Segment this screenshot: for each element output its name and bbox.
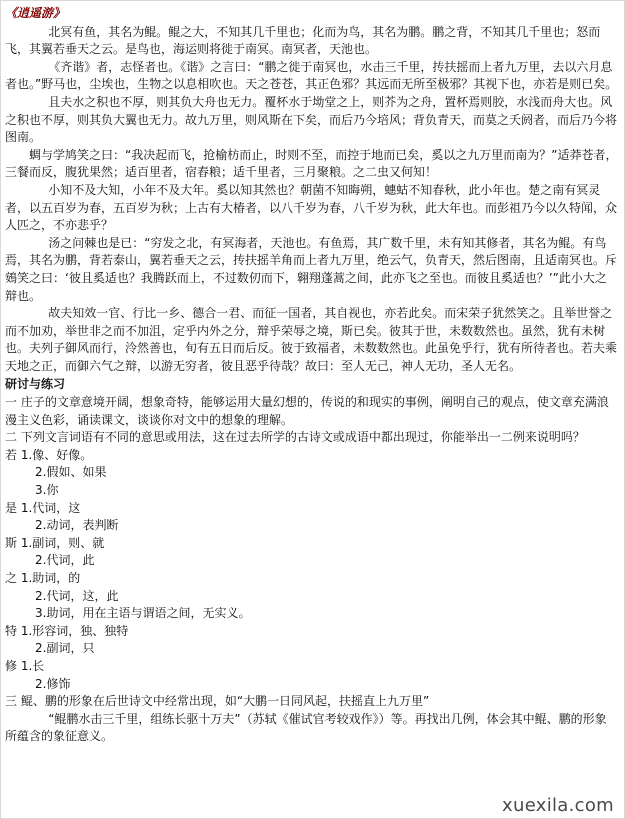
word-sense: 1.副词，则、就 xyxy=(20,535,105,550)
word-sense: 2.修饰 xyxy=(35,676,71,691)
word-sense: 1.像、好像。 xyxy=(20,447,93,462)
word-sense: 1.助词，的 xyxy=(20,571,81,585)
word-term: 若 xyxy=(5,447,18,462)
site-watermark: xuexila.com xyxy=(502,795,614,816)
question-2: 二 下列文言词语有不同的意思或用法，这在过去所学的古诗文或成语中都出现过，你能举出一二例来说明吗？ xyxy=(5,430,585,445)
word-entry-si xyxy=(5,535,618,553)
question-3-line-2: “鲲鹏水击三千里，组练长驱十万夫”（苏轼《催试官考较戏作》）等。再找出几例，体会其中鲲、鹏的形象所蕴含的象征意义。 xyxy=(5,711,607,744)
word-entry-xiu xyxy=(5,658,618,676)
word-sense: 2.动词，表判断 xyxy=(35,518,119,533)
exercise-heading: 研讨与练习 xyxy=(5,377,66,392)
word-term: 是 xyxy=(5,500,18,515)
word-sense: 2.代词，这，此 xyxy=(35,588,119,603)
paragraph-3: 且夫水之积也不厚，则其负大舟也无力。覆杯水于坳堂之上，则芥为之舟，置杯焉则胶，水浅而舟大也。风之积也不厚，则其负大翼也无力。故九万里，则风斯在下矣，而后乃今培风；背负青天，而莫之夭阏者，而后乃今将图南。 xyxy=(5,94,618,145)
word-sense: 2.代词，此 xyxy=(35,553,95,568)
paragraph-6: 汤之问棘也是已：“穷发之北，有冥海者，天池也。有鱼焉，其广数千里，未有知其修者，其名为鲲。有鸟焉，其名为鹏，背若泰山，翼若垂天之云，抟扶摇羊角而上者九万里，绝云气，负青天，然后图南，且适南冥也。斥鴳笑之曰：‘彼且奚适也？我腾跃而上，不过数仞而下，翱翔蓬蒿之间，此亦飞之至也。而彼且奚适也？’”此小大之辩也。 xyxy=(5,235,618,303)
article-title: 《逍遥游》 xyxy=(5,6,66,20)
question-3-line-1: 三 鲲、鹏的形象在后世诗文中经常出现，如“大鹏一日同风起，扶摇直上九万里” xyxy=(5,694,430,709)
word-entry-ruo xyxy=(5,447,618,465)
article xyxy=(1,1,624,746)
paragraph-2: 《齐谐》者，志怪者也。《谐》之言曰：“鹏之徙于南冥也，水击三千里，抟扶摇而上者九万里，去以六月息者也。”野马也，尘埃也，生物之以息相吹也。天之苍苍，其正色邪？其远而无所至极邪？其视下也，亦若是则已矣。 xyxy=(5,59,618,92)
paragraph-5: 小知不及大知，小年不及大年。奚以知其然也？朝菌不知晦朔，蟪蛄不知春秋，此小年也。楚之南有冥灵者，以五百岁为春，五百岁为秋；上古有大椿者，以八千岁为春，八千岁为秋，此大年也。而彭祖乃今以久特闻，众人匹之，不亦悲乎？ xyxy=(5,182,618,233)
word-sense: 1.代词，这 xyxy=(20,500,81,515)
word-list xyxy=(5,447,618,693)
word-sense: 1.形容词，独、独特 xyxy=(20,623,129,638)
paragraph-4: 蜩与学鸠笑之曰：“我决起而飞，抢榆枋而止，时则不至，而控于地而已矣，奚以之九万里而南为？”适莽苍者，三餐而反，腹犹果然；适百里者，宿舂粮；适千里者，三月聚粮。之二虫又何知！ xyxy=(5,147,618,180)
word-term: 之 xyxy=(5,571,18,585)
word-entry-zhi xyxy=(5,570,618,588)
word-entry-shi xyxy=(5,500,618,518)
paragraph-1: 北冥有鱼，其名为鲲。鲲之大，不知其几千里也；化而为鸟，其名为鹏。鹏之背，不知其几千里也；怒而飞，其翼若垂天之云。是鸟也，海运则将徙于南冥。南冥者，天池也。 xyxy=(5,24,601,57)
word-term: 特 xyxy=(5,623,18,638)
question-1: 一 庄子的文章意境开阔，想象奇特，能够运用大量幻想的，传说的和现实的事例，阐明自己的观点，使文章充满浪漫主义色彩，诵读课文，谈谈你对文中的想象的理解。 xyxy=(5,395,609,427)
word-sense: 3.你 xyxy=(35,483,59,498)
word-sense: 2.假如、如果 xyxy=(35,465,107,480)
word-term: 斯 xyxy=(5,535,18,550)
paragraph-7: 故夫知效一官、行比一乡、德合一君、而征一国者，其自视也，亦若此矣。而宋荣子犹然笑之。且举世誉之而不加劝，举世非之而不加沮，定乎内外之分，辩乎荣辱之境，斯已矣。彼其于世，未数数然也。虽然，犹有未树也。夫列子御风而行，泠然善也，旬有五日而后反。彼于致福者，未数数然也。此虽免乎行，犹有所待者也。若夫乘天地之正，而御六气之辩，以游无穷者，彼且恶乎待哉？故曰：至人无己，神人无功，圣人无名。 xyxy=(5,306,618,373)
word-term: 修 xyxy=(5,658,18,673)
word-sense: 1.长 xyxy=(20,658,45,673)
word-sense: 3.助词，用在主语与谓语之间，无实义。 xyxy=(35,606,251,621)
word-sense: 2.副词，只 xyxy=(35,641,95,656)
word-entry-te xyxy=(5,623,618,641)
